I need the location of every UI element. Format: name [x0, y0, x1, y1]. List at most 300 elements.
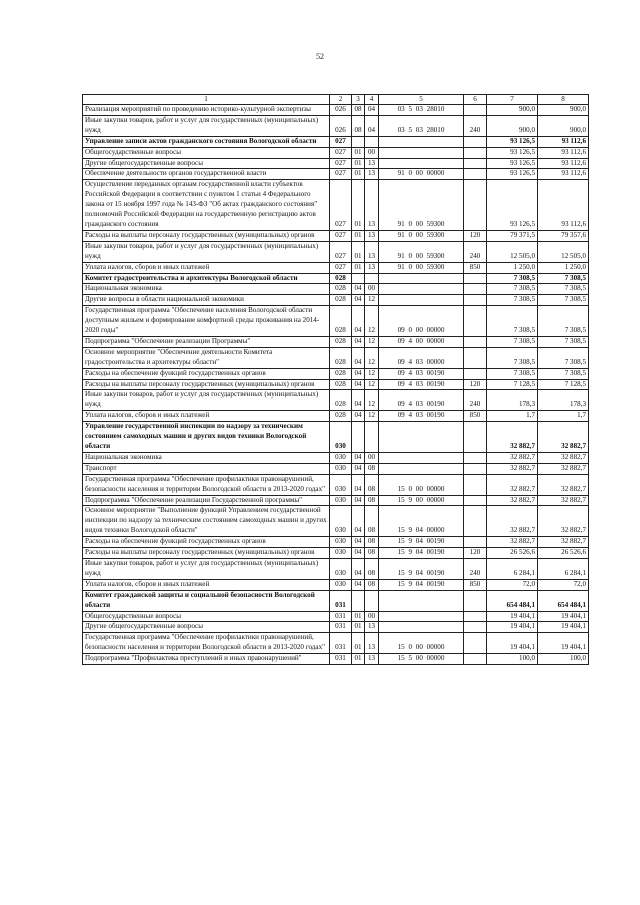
cell-target-article [379, 295, 464, 306]
cell-name: Государственная программа "Обеспечение населения Вологодской области доступным жильем и формирование комфортной среды проживания на 2014-2020 годы" [83, 306, 330, 337]
cell-expense-type [464, 295, 487, 306]
cell-amount-col8: 900,0 [538, 105, 589, 116]
cell-section: 04 [352, 474, 365, 495]
cell-amount-col8: 26 526,6 [538, 548, 589, 559]
table-row [83, 306, 589, 337]
table-row [83, 295, 589, 306]
cell-expense-type: 850 [464, 579, 487, 590]
cell-amount-col7: 100,0 [487, 654, 538, 665]
cell-ministry-code: 030 [330, 579, 352, 590]
cell-section: 04 [352, 579, 365, 590]
cell-amount-col7: 900,0 [487, 105, 538, 116]
cell-target-article [379, 590, 464, 611]
cell-expense-type: 850 [464, 262, 487, 273]
cell-amount-col8: 12 505,0 [538, 241, 589, 262]
cell-name: Подпрограмма "Обеспечение реализации Программы" [83, 336, 330, 347]
cell-section: 04 [352, 347, 365, 368]
cell-amount-col7: 26 526,6 [487, 548, 538, 559]
header-cell-2: 2 [330, 95, 352, 105]
cell-name: Основное мероприятие "Выполнение функций Управлением государственной инспекции по надзору за техническим состоянием самоходных машин и других видов техники Вологодской области" [83, 506, 330, 537]
cell-expense-type [464, 284, 487, 295]
cell-ministry-code: 030 [330, 422, 352, 453]
cell-target-article [379, 611, 464, 622]
cell-section: 04 [352, 452, 365, 463]
cell-amount-col7: 93 126,5 [487, 147, 538, 158]
cell-amount-col7: 32 882,7 [487, 537, 538, 548]
cell-name: Транспорт [83, 463, 330, 474]
table-row [83, 548, 589, 559]
cell-amount-col7: 32 882,7 [487, 474, 538, 495]
cell-amount-col8: 7 308,5 [538, 273, 589, 284]
cell-name: Государственная программа "Обеспечение профилактики правонарушений, безопасности населения и территории Вологодской области в 2013-2020 годах" [83, 633, 330, 654]
cell-subsection: 13 [365, 169, 379, 180]
cell-name: Комитет градостроительства и архитектуры Вологодской области [83, 273, 330, 284]
cell-target-article [379, 622, 464, 633]
cell-target-article: 91 0 00 59300 [379, 241, 464, 262]
cell-amount-col8: 6 284,1 [538, 558, 589, 579]
cell-amount-col8: 7 308,5 [538, 295, 589, 306]
cell-name: Управление государственной инспекции по надзору за техническим состоянием самоходных машин и других видов техники Вологодской области [83, 422, 330, 453]
cell-amount-col7: 7 128,5 [487, 379, 538, 390]
cell-target-article: 91 0 00 59300 [379, 262, 464, 273]
cell-target-article: 15 9 04 00190 [379, 537, 464, 548]
cell-amount-col7: 32 882,7 [487, 452, 538, 463]
cell-target-article: 15 5 00 00000 [379, 654, 464, 665]
cell-section [352, 273, 365, 284]
cell-target-article: 15 9 04 00190 [379, 558, 464, 579]
budget-table-container [82, 94, 588, 665]
cell-amount-col7: 19 404,1 [487, 633, 538, 654]
cell-ministry-code: 030 [330, 548, 352, 559]
cell-ministry-code: 028 [330, 284, 352, 295]
cell-name: Расходы на обеспечение функций государственных органов [83, 368, 330, 379]
cell-subsection: 08 [365, 579, 379, 590]
cell-ministry-code: 027 [330, 262, 352, 273]
table-row [83, 558, 589, 579]
cell-name: Основное мероприятие "Обеспечение деятельности Комитета градостроительства и архитектуры области" [83, 347, 330, 368]
cell-expense-type [464, 506, 487, 537]
cell-expense-type [464, 495, 487, 506]
table-row [83, 654, 589, 665]
cell-target-article [379, 147, 464, 158]
cell-name: Управление записи актов гражданского состояния Вологодской области [83, 136, 330, 147]
table-row [83, 495, 589, 506]
cell-target-article: 09 4 00 00000 [379, 336, 464, 347]
table-row [83, 390, 589, 411]
cell-expense-type: 240 [464, 558, 487, 579]
cell-amount-col8: 72,0 [538, 579, 589, 590]
cell-expense-type [464, 158, 487, 169]
table-row [83, 622, 589, 633]
table-row [83, 422, 589, 453]
cell-ministry-code: 027 [330, 230, 352, 241]
cell-expense-type: 240 [464, 241, 487, 262]
cell-ministry-code: 030 [330, 558, 352, 579]
cell-ministry-code: 028 [330, 368, 352, 379]
cell-subsection: 13 [365, 262, 379, 273]
cell-subsection: 13 [365, 230, 379, 241]
cell-name: Другие вопросы в области национальной экономики [83, 295, 330, 306]
cell-section [352, 590, 365, 611]
cell-subsection: 12 [365, 379, 379, 390]
table-row [83, 115, 589, 136]
cell-expense-type [464, 622, 487, 633]
cell-name: Подпрограмма "Обеспечение реализации Государственной программы" [83, 495, 330, 506]
cell-subsection: 12 [365, 336, 379, 347]
cell-name: Подпрограмма "Профилактика преступлений и иных правонарушений" [83, 654, 330, 665]
cell-section: 08 [352, 115, 365, 136]
budget-table [82, 94, 589, 665]
cell-amount-col7: 654 484,1 [487, 590, 538, 611]
cell-section: 04 [352, 390, 365, 411]
table-row [83, 537, 589, 548]
table-row [83, 336, 589, 347]
cell-section [352, 136, 365, 147]
cell-expense-type [464, 463, 487, 474]
cell-subsection: 13 [365, 633, 379, 654]
cell-expense-type [464, 147, 487, 158]
cell-subsection: 08 [365, 548, 379, 559]
cell-section: 08 [352, 105, 365, 116]
cell-section: 04 [352, 379, 365, 390]
cell-amount-col7: 7 308,5 [487, 295, 538, 306]
table-row [83, 379, 589, 390]
cell-target-article [379, 422, 464, 453]
cell-ministry-code: 031 [330, 590, 352, 611]
table-row [83, 452, 589, 463]
cell-name: Расходы на выплаты персоналу государственных (муниципальных) органов [83, 379, 330, 390]
cell-target-article: 15 9 04 00000 [379, 506, 464, 537]
cell-target-article: 15 0 00 00000 [379, 474, 464, 495]
cell-amount-col8: 1,7 [538, 411, 589, 422]
cell-target-article: 09 4 03 00190 [379, 390, 464, 411]
cell-expense-type [464, 452, 487, 463]
cell-section: 04 [352, 506, 365, 537]
cell-section: 01 [352, 633, 365, 654]
cell-target-article: 09 4 03 00190 [379, 368, 464, 379]
cell-ministry-code: 027 [330, 136, 352, 147]
cell-target-article [379, 284, 464, 295]
cell-expense-type [464, 633, 487, 654]
cell-subsection: 13 [365, 241, 379, 262]
cell-subsection: 12 [365, 390, 379, 411]
cell-amount-col7: 32 882,7 [487, 463, 538, 474]
cell-target-article: 15 0 00 00000 [379, 633, 464, 654]
cell-amount-col8: 32 882,7 [538, 537, 589, 548]
cell-ministry-code: 028 [330, 336, 352, 347]
header-cell-5: 5 [379, 95, 464, 105]
cell-target-article [379, 452, 464, 463]
cell-target-article: 09 0 00 00000 [379, 306, 464, 337]
cell-subsection: 08 [365, 537, 379, 548]
cell-amount-col8: 32 882,7 [538, 463, 589, 474]
header-cell-6: 6 [464, 95, 487, 105]
cell-target-article [379, 463, 464, 474]
table-row [83, 241, 589, 262]
cell-target-article: 03 5 03 28010 [379, 105, 464, 116]
cell-subsection: 08 [365, 495, 379, 506]
cell-expense-type: 850 [464, 411, 487, 422]
cell-target-article: 91 0 00 59300 [379, 180, 464, 231]
header-cell-8: 8 [538, 95, 589, 105]
cell-amount-col8: 7 308,5 [538, 306, 589, 337]
cell-target-article [379, 136, 464, 147]
cell-name: Иные закупки товаров, работ и услуг для государственных (муниципальных) нужд [83, 390, 330, 411]
cell-amount-col7: 93 126,5 [487, 136, 538, 147]
cell-subsection [365, 136, 379, 147]
cell-name: Иные закупки товаров, работ и услуг для государственных (муниципальных) нужд [83, 241, 330, 262]
cell-name: Общегосударственные вопросы [83, 611, 330, 622]
cell-name: Обеспечение деятельности органов государственной власти [83, 169, 330, 180]
cell-name: Другие общегосударственные вопросы [83, 622, 330, 633]
cell-section: 04 [352, 537, 365, 548]
cell-amount-col7: 79 371,5 [487, 230, 538, 241]
cell-target-article: 15 9 04 00190 [379, 548, 464, 559]
table-body [83, 105, 589, 665]
cell-subsection: 13 [365, 158, 379, 169]
cell-subsection [365, 422, 379, 453]
cell-amount-col8: 93 112,6 [538, 180, 589, 231]
cell-amount-col8: 93 112,6 [538, 158, 589, 169]
cell-expense-type [464, 273, 487, 284]
cell-name: Реализация мероприятий по проведению историко-культурной экспертизы [83, 105, 330, 116]
cell-name: Расходы на выплаты персоналу государственных (муниципальных) органов [83, 230, 330, 241]
cell-expense-type: 120 [464, 230, 487, 241]
cell-amount-col8: 19 404,1 [538, 622, 589, 633]
cell-amount-col7: 7 308,5 [487, 284, 538, 295]
cell-amount-col7: 178,3 [487, 390, 538, 411]
cell-expense-type [464, 180, 487, 231]
cell-expense-type [464, 169, 487, 180]
cell-target-article: 91 0 00 00000 [379, 169, 464, 180]
cell-amount-col8: 19 404,1 [538, 633, 589, 654]
cell-amount-col8: 7 308,5 [538, 284, 589, 295]
cell-amount-col8: 7 308,5 [538, 347, 589, 368]
table-row [83, 411, 589, 422]
cell-section: 01 [352, 169, 365, 180]
cell-amount-col8: 93 112,6 [538, 147, 589, 158]
cell-name: Общегосударственные вопросы [83, 147, 330, 158]
cell-subsection: 12 [365, 411, 379, 422]
table-row [83, 105, 589, 116]
cell-ministry-code: 030 [330, 495, 352, 506]
cell-subsection [365, 273, 379, 284]
cell-section: 01 [352, 158, 365, 169]
cell-amount-col7: 19 404,1 [487, 622, 538, 633]
cell-subsection: 12 [365, 347, 379, 368]
cell-section: 01 [352, 611, 365, 622]
cell-expense-type [464, 347, 487, 368]
cell-ministry-code: 031 [330, 633, 352, 654]
cell-subsection: 04 [365, 105, 379, 116]
cell-amount-col8: 32 882,7 [538, 506, 589, 537]
cell-expense-type [464, 336, 487, 347]
cell-amount-col8: 93 112,6 [538, 136, 589, 147]
cell-section: 01 [352, 241, 365, 262]
table-row [83, 169, 589, 180]
table-row [83, 590, 589, 611]
cell-name: Иные закупки товаров, работ и услуг для государственных (муниципальных) нужд [83, 558, 330, 579]
cell-name: Другие общегосударственные вопросы [83, 158, 330, 169]
cell-amount-col7: 93 126,5 [487, 169, 538, 180]
cell-amount-col7: 7 308,5 [487, 336, 538, 347]
cell-section: 04 [352, 368, 365, 379]
table-row [83, 463, 589, 474]
cell-expense-type [464, 474, 487, 495]
cell-section: 04 [352, 495, 365, 506]
cell-expense-type [464, 654, 487, 665]
cell-amount-col7: 7 308,5 [487, 347, 538, 368]
cell-subsection: 00 [365, 611, 379, 622]
cell-section: 01 [352, 230, 365, 241]
cell-section: 04 [352, 306, 365, 337]
cell-ministry-code: 027 [330, 158, 352, 169]
cell-amount-col7: 32 882,7 [487, 495, 538, 506]
cell-amount-col8: 7 308,5 [538, 368, 589, 379]
cell-amount-col8: 93 112,6 [538, 169, 589, 180]
table-row [83, 506, 589, 537]
cell-amount-col7: 93 126,5 [487, 158, 538, 169]
cell-amount-col7: 7 308,5 [487, 306, 538, 337]
table-row [83, 147, 589, 158]
cell-section: 04 [352, 284, 365, 295]
cell-expense-type: 240 [464, 115, 487, 136]
cell-subsection: 00 [365, 452, 379, 463]
cell-ministry-code: 027 [330, 241, 352, 262]
cell-amount-col8: 19 404,1 [538, 611, 589, 622]
header-cell-1: 1 [83, 95, 330, 105]
cell-name: Уплата налогов, сборов и иных платежей [83, 579, 330, 590]
cell-amount-col8: 178,3 [538, 390, 589, 411]
cell-ministry-code: 028 [330, 295, 352, 306]
cell-amount-col8: 32 882,7 [538, 495, 589, 506]
cell-amount-col8: 654 484,1 [538, 590, 589, 611]
header-cell-4: 4 [365, 95, 379, 105]
cell-section: 04 [352, 548, 365, 559]
cell-name: Уплата налогов, сборов и иных платежей [83, 262, 330, 273]
table-row [83, 633, 589, 654]
cell-expense-type [464, 537, 487, 548]
cell-expense-type [464, 422, 487, 453]
cell-expense-type: 240 [464, 390, 487, 411]
cell-section: 01 [352, 654, 365, 665]
cell-amount-col8: 7 308,5 [538, 336, 589, 347]
cell-target-article: 09 4 03 00190 [379, 411, 464, 422]
cell-subsection: 12 [365, 368, 379, 379]
cell-subsection: 08 [365, 506, 379, 537]
header-row [83, 95, 589, 105]
cell-target-article: 15 9 00 00000 [379, 495, 464, 506]
cell-amount-col7: 72,0 [487, 579, 538, 590]
cell-target-article: 09 4 03 00190 [379, 379, 464, 390]
cell-subsection: 12 [365, 306, 379, 337]
cell-section: 01 [352, 180, 365, 231]
cell-subsection: 12 [365, 295, 379, 306]
cell-ministry-code: 027 [330, 169, 352, 180]
cell-name: Уплата налогов, сборов и иных платежей [83, 411, 330, 422]
cell-amount-col8: 900,0 [538, 115, 589, 136]
cell-amount-col8: 32 882,7 [538, 452, 589, 463]
cell-subsection: 00 [365, 147, 379, 158]
cell-subsection: 00 [365, 284, 379, 295]
cell-section: 04 [352, 336, 365, 347]
header-cell-3: 3 [352, 95, 365, 105]
cell-target-article [379, 273, 464, 284]
cell-amount-col7: 32 882,7 [487, 422, 538, 453]
cell-subsection: 08 [365, 558, 379, 579]
cell-target-article: 03 5 03 28010 [379, 115, 464, 136]
cell-ministry-code: 031 [330, 611, 352, 622]
cell-amount-col8: 79 357,6 [538, 230, 589, 241]
cell-expense-type [464, 611, 487, 622]
table-row [83, 368, 589, 379]
cell-ministry-code: 028 [330, 273, 352, 284]
header-cell-7: 7 [487, 95, 538, 105]
cell-amount-col7: 900,0 [487, 115, 538, 136]
table-row [83, 579, 589, 590]
cell-target-article: 15 9 04 00190 [379, 579, 464, 590]
cell-name: Расходы на выплаты персоналу государственных (муниципальных) органов [83, 548, 330, 559]
cell-expense-type [464, 306, 487, 337]
cell-name: Комитет гражданской защиты и социальной безопасности Вологодской области [83, 590, 330, 611]
cell-name: Осуществление переданных органам государственной власти субъектов Российской Федерации в соответствии с пунктом 1 статьи 4 Федерального закона от 15 ноября 1997 года № 143-ФЗ "Об актах гражданского состояния" полномочий Российской Федерации на государственную регистрацию актов гражданского состояния [83, 180, 330, 231]
cell-name: Национальная экономика [83, 284, 330, 295]
cell-subsection: 13 [365, 654, 379, 665]
cell-subsection: 08 [365, 474, 379, 495]
table-row [83, 230, 589, 241]
cell-expense-type: 120 [464, 548, 487, 559]
cell-section: 04 [352, 558, 365, 579]
cell-amount-col7: 7 308,5 [487, 368, 538, 379]
cell-ministry-code: 031 [330, 654, 352, 665]
table-row [83, 273, 589, 284]
cell-section: 04 [352, 295, 365, 306]
table-row [83, 158, 589, 169]
cell-expense-type [464, 105, 487, 116]
cell-name: Расходы на обеспечение функций государственных органов [83, 537, 330, 548]
cell-target-article: 09 4 03 00000 [379, 347, 464, 368]
cell-target-article: 91 0 00 59300 [379, 230, 464, 241]
cell-expense-type [464, 136, 487, 147]
cell-ministry-code: 026 [330, 105, 352, 116]
cell-section: 04 [352, 463, 365, 474]
cell-section: 01 [352, 622, 365, 633]
cell-amount-col7: 12 505,0 [487, 241, 538, 262]
cell-expense-type: 120 [464, 379, 487, 390]
cell-section [352, 422, 365, 453]
table-row [83, 284, 589, 295]
cell-expense-type [464, 368, 487, 379]
cell-name: Иные закупки товаров, работ и услуг для государственных (муниципальных) нужд [83, 115, 330, 136]
cell-ministry-code: 027 [330, 180, 352, 231]
cell-amount-col7: 32 882,7 [487, 506, 538, 537]
cell-section: 04 [352, 411, 365, 422]
cell-amount-col7: 1,7 [487, 411, 538, 422]
cell-subsection: 13 [365, 622, 379, 633]
table-row [83, 262, 589, 273]
cell-amount-col7: 6 284,1 [487, 558, 538, 579]
table-row [83, 347, 589, 368]
cell-section: 01 [352, 147, 365, 158]
cell-ministry-code: 030 [330, 506, 352, 537]
cell-ministry-code: 030 [330, 463, 352, 474]
table-row [83, 180, 589, 231]
cell-amount-col7: 1 250,0 [487, 262, 538, 273]
cell-amount-col8: 32 882,7 [538, 474, 589, 495]
table-row [83, 611, 589, 622]
cell-amount-col8: 32 882,7 [538, 422, 589, 453]
cell-expense-type [464, 590, 487, 611]
